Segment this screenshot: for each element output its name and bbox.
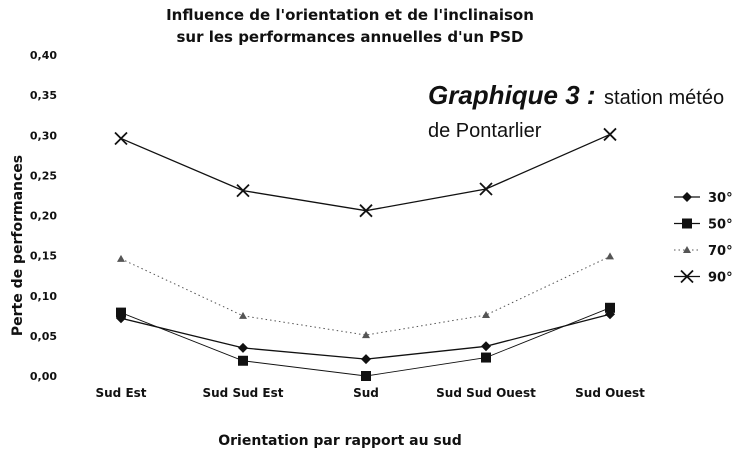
- graph-annotation-text: station météo: [604, 87, 725, 109]
- data-point: [480, 183, 492, 195]
- data-point: [361, 371, 371, 381]
- data-point: [604, 128, 616, 140]
- y-axis-label: Perte de performances: [10, 154, 26, 337]
- data-point: [239, 312, 247, 319]
- data-point: [605, 303, 615, 313]
- legend-label: 30°: [708, 191, 733, 206]
- data-point: [361, 354, 371, 364]
- data-point: [116, 308, 126, 318]
- y-tick-label: 0,00: [29, 370, 57, 383]
- data-point: [606, 252, 614, 259]
- data-point: [115, 132, 127, 144]
- chart-title: Influence de l'orientation et de l'inclinaison: [166, 6, 534, 24]
- legend-label: 90°: [708, 270, 733, 286]
- data-point: [117, 255, 125, 262]
- graph-annotation-text2: de Pontarlier: [428, 120, 542, 142]
- legend-label: 50°: [708, 217, 733, 233]
- series-line: [121, 134, 610, 210]
- x-tick-label: Sud Est: [95, 386, 147, 400]
- x-axis-label: Orientation par rapport au sud: [218, 433, 462, 449]
- y-tick-label: 0,35: [29, 89, 57, 103]
- x-tick-label: Sud Sud Ouest: [436, 386, 536, 400]
- data-point: [238, 343, 248, 353]
- y-tick-label: 0,10: [29, 289, 57, 303]
- graph-annotation-bold: Graphique 3 :: [428, 80, 596, 110]
- data-point: [481, 353, 491, 363]
- series-line: [121, 308, 610, 376]
- x-tick-label: Sud Sud Est: [202, 386, 284, 400]
- x-tick-label: Sud Ouest: [575, 386, 645, 400]
- data-point: [237, 185, 249, 197]
- series-line: [121, 256, 610, 335]
- legend-label: 70°: [708, 244, 733, 259]
- y-tick-label: 0,30: [29, 129, 57, 143]
- data-point: [482, 311, 490, 318]
- chart-subtitle: sur les performances annuelles d'un PSD: [176, 28, 524, 46]
- y-tick-label: 0,05: [29, 329, 57, 343]
- legend-marker: [682, 219, 692, 229]
- data-point: [360, 205, 372, 217]
- y-tick-label: 0,20: [29, 209, 57, 223]
- y-tick-label: 0,15: [29, 249, 57, 263]
- legend-marker: [682, 192, 692, 202]
- data-point: [481, 341, 491, 351]
- y-tick-label: 0,40: [29, 49, 57, 62]
- data-point: [238, 356, 248, 366]
- y-tick-label: 0,25: [29, 169, 57, 183]
- x-tick-label: Sud: [353, 386, 379, 400]
